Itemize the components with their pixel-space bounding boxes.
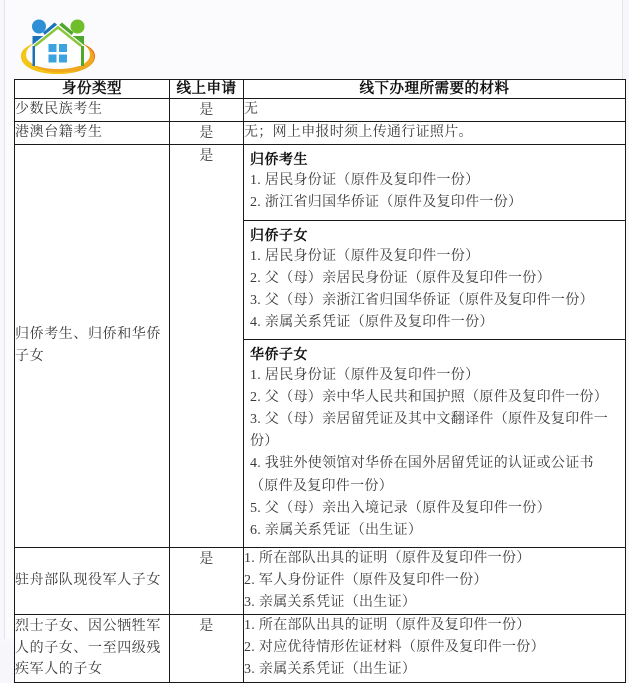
list-item: 5. 父（母）亲出入境记录（原件及复印件一份） [250,500,551,516]
materials-subgroup-returned-overseas-chinese-candidate [244,145,625,220]
identity-type-cell: 归侨考生、归侨和华侨子女 [15,145,170,548]
table-row [15,122,626,145]
list-item: 2. 对应优待情形佐证材料（原件及复印件一份） [244,640,545,656]
subgroup-title: 华侨子女 [250,346,308,362]
table-row [15,547,626,614]
list-item: 3. 父（母）亲浙江省归国华侨证（原件及复印件一份） [250,292,594,308]
materials-list [244,548,625,614]
preferential-policy-table-wrap [14,79,625,683]
list-item: 2. 父（母）亲居民身份证（原件及复印件一份） [250,270,551,286]
materials-subgroup-row [244,220,625,339]
list-item: 1. 所在部队出具的证明（原件及复印件一份） [244,550,531,566]
offline-materials-cell [244,615,626,682]
materials-subgroup-overseas-chinese-children [244,340,625,547]
list-item: 2. 军人身份证件（原件及复印件一份） [244,572,488,588]
list-item: 2. 父（母）亲中华人民共和国护照（原件及复印件一份） [250,390,609,406]
materials-list [244,615,625,681]
house-with-two-people-logo [15,16,101,76]
list-item: 2. 浙江省归国华侨证（原件及复印件一份） [250,195,523,211]
identity-type-cell: 驻舟部队现役军人子女 [15,547,170,614]
page-content-area [4,0,623,678]
list-item: 4. 亲属关系凭证（原件及复印件一份） [250,314,494,330]
identity-type-cell: 港澳台籍考生 [15,122,170,145]
offline-materials-cell: 无；网上申报时须上传通行证照片。 [244,122,626,145]
list-item: 1. 所在部队出具的证明（原件及复印件一份） [244,618,531,634]
materials-list [250,246,619,334]
materials-list [250,365,619,542]
column-header-online-application: 线上申请 [170,80,244,99]
column-header-identity-type: 身份类型 [15,80,170,99]
identity-type-cell: 烈士子女、因公牺牲军人的子女、一至四级残疾军人的子女 [15,615,170,682]
list-item: 6. 亲属关系凭证（出生证） [250,522,423,538]
table-header-row [15,80,626,99]
list-item: 3. 亲属关系凭证（出生证） [244,595,417,611]
materials-subgroup-row [244,340,625,547]
materials-subgroup-row [244,145,625,220]
list-item: 3. 父（母）亲居留凭证及其中文翻译件（原件及复印件一份） [250,412,609,450]
offline-materials-cell [244,547,626,614]
list-item: 1. 居民身份证（原件及复印件一份） [250,173,480,189]
online-application-cell: 是 [170,145,244,548]
offline-materials-cell: 无 [244,99,626,122]
materials-subgroup-table [244,145,625,547]
column-header-offline-materials: 线下办理所需要的材料 [244,80,626,99]
materials-list [250,170,619,214]
online-application-cell: 是 [170,615,244,682]
identity-type-cell: 少数民族考生 [15,99,170,122]
offline-materials-cell [244,145,626,548]
table-row [15,99,626,122]
list-item: 1. 居民身份证（原件及复印件一份） [250,368,480,383]
subgroup-title: 归侨子女 [250,226,308,243]
online-application-cell: 是 [170,547,244,614]
list-item: 4. 我驻外使领馆对华侨在国外居留凭证的认证或公证书（原件及复印件一份） [250,456,594,494]
list-item: 3. 亲属关系凭证（出生证） [244,662,417,678]
online-application-cell: 是 [170,122,244,145]
online-application-cell: 是 [170,99,244,122]
subgroup-title: 归侨考生 [250,151,308,168]
table-row [15,145,626,548]
list-item: 1. 居民身份证（原件及复印件一份） [250,248,480,264]
table-row [15,615,626,682]
materials-subgroup-returned-overseas-chinese-children [244,220,625,339]
preferential-policy-table [14,79,626,683]
